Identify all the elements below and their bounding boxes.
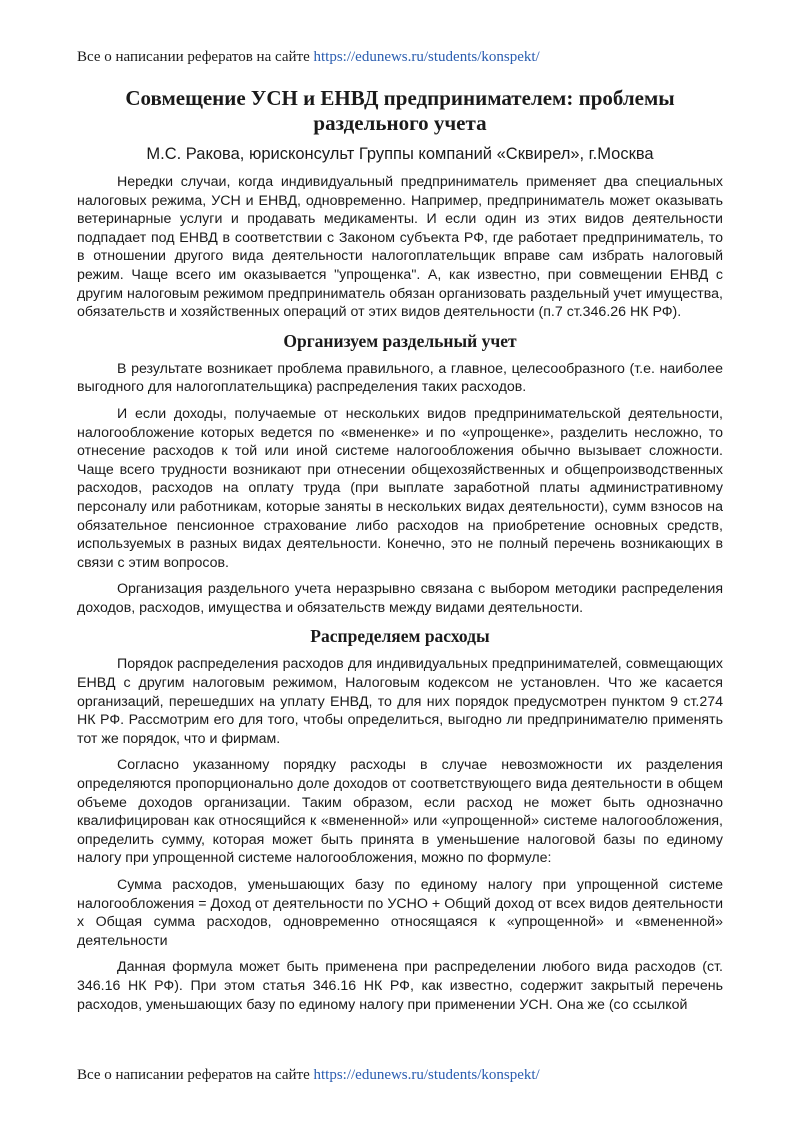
section2-paragraph-1: Порядок распределения расходов для индивидуальных предпринимателей, совмещающих ЕНВД с другим налоговым режимом, Налоговым кодексом не установлен. Что же касается организаций, перешедших на уплату ЕНВД, то для них порядок предусмотрен пунктом 9 ст.274 НК РФ. Рассмотрим его для того, чтобы определиться, выгодно ли предпринимателю применять тот же порядок, что и фирмам. [77,656,723,747]
header-link[interactable]: https://edunews.ru/students/konspekt/ [313,49,540,65]
footer-text: Все о написании рефератов на сайте [77,1067,314,1083]
document-page [77,0,723,1131]
document-title [77,86,723,136]
section-heading-distribute: Распределяем расходы [310,626,490,647]
section2-paragraph-2: Согласно указанному порядку расходы в случае невозможности их разделения определяются пропорционально доле доходов от соответствующего вида деятельности в общем объеме доходов организации. Таким образом, если расход не может быть однозначно квалифицирован как относящийся к «вмененной» или «упрощенной» системе налогообложения, определить сумму, которая может быть принята в уменьшение налоговой базы по единому налогу при упрощенной системе налогообложения, можно по формуле: [77,757,723,867]
section1-paragraph-2: И если доходы, получаемые от нескольких видов предпринимательской деятельности, налогообложение которых ведется по «вмененке» и по «упрощенке», разделить несложно, то отнесение расходов к той или иной системе налогообложения обычно вызывает сложности. Чаще всего трудности возникают при отнесении общехозяйственных и общепроизводственных расходов, расходов на оплату труда (при выплате заработной платы административному персоналу или работникам, которые заняты в нескольких видах деятельности), сумм взносов на обязательное пенсионное страхование либо расходов на приобретение основных средств, используемых в разных видах деятельности. Конечно, это не полный перечень возникающих в связи с этим вопросов. [77,405,723,571]
intro-paragraph-1: Нередки случаи, когда индивидуальный предприниматель применяет два специальных налоговых режима, УСН и ЕНВД, одновременно. Например, предприниматель может оказывать ветеринарные услуги и продавать медикаменты. И если один из этих видов деятельности подпадает под ЕНВД в соответствии с Законом субъекта РФ, где работает предприниматель, то в отношении другого вида деятельности налогоплательщик вправе сам избрать налоговый режим. Чаще всего им оказывается "упрощенка". А, как известно, при совмещении ЕНВД с другим налоговым режимом предприниматель обязан организовать раздельный учет имущества, обязательств и хозяйственных операций от этих видов деятельности (п.7 ст.346.26 НК РФ). [77,174,723,321]
section1-paragraph-3: Организация раздельного учета неразрывно связана с выбором методики распределения доходов, расходов, имущества и обязательств между видами деятельности. [77,581,723,616]
section1-paragraph-1: В результате возникает проблема правильного, а главное, целесообразного (т.е. наиболее выгодного для налогоплательщика) распределения таких расходов. [77,360,723,396]
section2-paragraph-4: Данная формула может быть применена при распределении любого вида расходов (ст. 346.16 НК РФ). При этом статья 346.16 НК РФ, как известно, содержит закрытый перечень расходов, уменьшающих базу по единому налогу при применении УСН. Она же (со ссылкой [77,959,723,1013]
title-line-2: раздельного учета [313,111,487,135]
document-body [77,86,723,1022]
footer-link[interactable]: https://edunews.ru/students/konspekt/ [313,1067,540,1083]
section2-paragraph-3: Сумма расходов, уменьшающих базу по единому налогу при упрощенной системе налогообложения = Доход от деятельности по УСНО + Общий доход от всех видов деятельности x Общая сумма расходов, одновременно относящаяся к «упрощенной» и «вмененной» деятельности [77,877,723,949]
author-line: М.С. Ракова, юрисконсульт Группы компаний «Сквирел», г.Москва [146,145,654,163]
section-heading-organize: Организуем раздельный учет [283,330,517,351]
page-footer [77,1066,540,1084]
header-text: Все о написании рефератов на сайте [77,49,314,65]
page-header [77,48,540,66]
title-line-1: Совмещение УСН и ЕНВД предпринимателем: проблемы [125,86,675,110]
